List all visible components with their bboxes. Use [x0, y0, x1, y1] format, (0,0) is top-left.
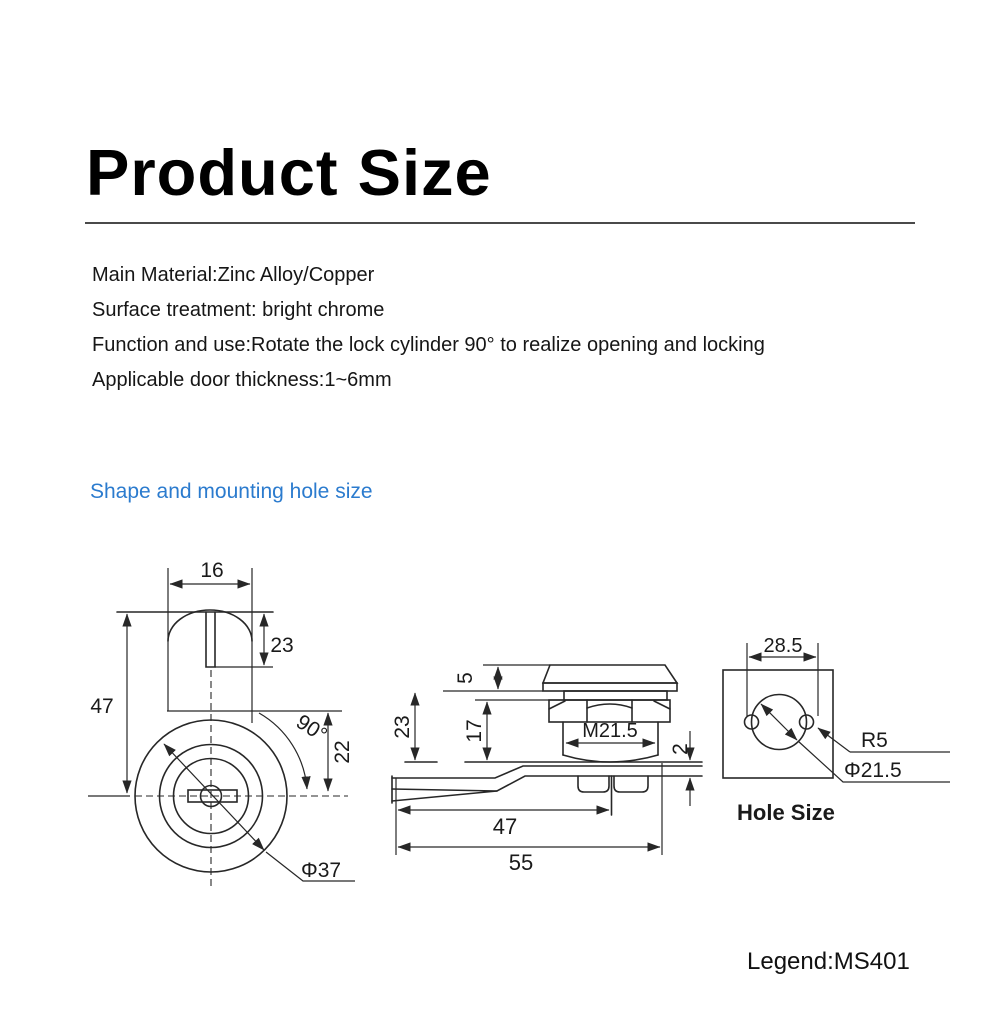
cam-slot [206, 612, 215, 667]
dim-28-5: 28.5 [763, 635, 803, 657]
legend-text: Legend:MS401 [747, 948, 910, 975]
side-view [391, 665, 702, 875]
thread-spec-label: M21.5 [582, 720, 638, 742]
hex-nut [549, 700, 670, 722]
dim-17: 17 [463, 719, 486, 743]
cap-outline [543, 665, 677, 683]
hole-size-caption: Hole Size [737, 800, 835, 825]
cam-lever [392, 766, 702, 803]
rotation-angle-label: 90° [291, 710, 332, 747]
dim-47-front: 47 [90, 695, 114, 718]
dim-47-side: 47 [492, 814, 518, 839]
dim-2: 2 [669, 743, 692, 755]
dim-23-side: 23 [391, 715, 414, 739]
cylinder-tail [578, 776, 648, 815]
dim-5: 5 [454, 672, 477, 684]
spec-line-thickness: Applicable door thickness:1~6mm [92, 369, 392, 391]
page-title: Product Size [86, 136, 492, 209]
dim-r5: R5 [861, 729, 888, 752]
hole-size-view [723, 635, 950, 825]
dim-23-front: 23 [270, 634, 294, 657]
section-heading: Shape and mounting hole size [90, 480, 373, 503]
cam-dome-outline [168, 610, 252, 641]
panel-square [723, 670, 833, 778]
dim-22: 22 [331, 740, 354, 764]
washer [564, 691, 667, 700]
dim-16: 16 [200, 559, 224, 582]
dim-phi37: Φ37 [301, 859, 342, 882]
spec-line-function: Function and use:Rotate the lock cylinder 90° to realize opening and locking [92, 334, 765, 356]
spec-line-material: Main Material:Zinc Alloy/Copper [92, 264, 375, 286]
dim-55: 55 [508, 850, 534, 875]
spec-line-surface: Surface treatment: bright chrome [92, 299, 385, 321]
dim-phi21-5: Φ21.5 [844, 759, 902, 782]
front-view [88, 559, 355, 890]
